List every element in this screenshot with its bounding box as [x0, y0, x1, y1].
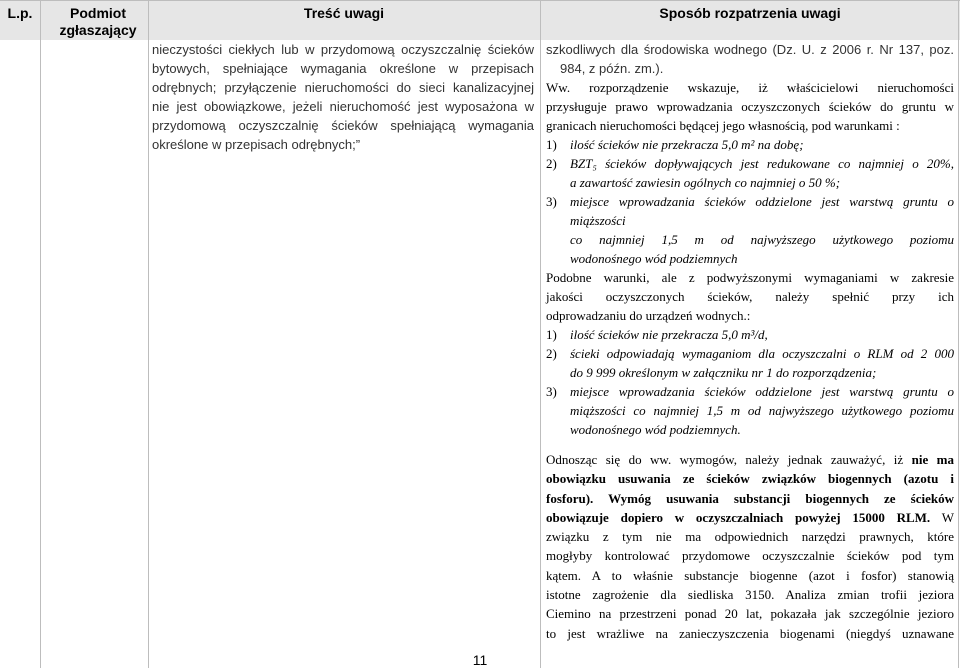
paragraph-line: to jest wrażliwe na zanieczyszczenia biogenami (niegdyś uznawane	[546, 625, 954, 641]
list-text: wodonośnego wód podziemnych.	[570, 422, 741, 437]
paragraph-line: przysługuje prawo wprowadzania oczyszczonych ścieków do gruntu w	[546, 99, 954, 114]
list-text: miejsce wprowadzania ścieków oddzielone jest warstwą gruntu o	[570, 194, 954, 209]
column-divider	[40, 0, 41, 668]
list-number: 2)	[546, 156, 557, 171]
list-text: BZT₅ ścieków dopływających jest redukowane co najmniej o 20%,	[570, 156, 954, 171]
tresc-line: przydomową oczyszczalnię ścieków spełniającą wymagania	[152, 118, 534, 133]
column-divider	[958, 0, 959, 668]
list-text: do 9 999 określonym w załączniku nr 1 do rozporządzenia;	[570, 365, 877, 380]
paragraph-line: Ww. rozporządzenie wskazuje, iż właścicielowi nieruchomości	[546, 80, 954, 95]
paragraph-line: mogłyby kontrolować przydomowe oczyszczalnie ścieków pod tym	[546, 548, 954, 564]
list-text: ilość ścieków nie przekracza 5,0 m² na dobę;	[570, 137, 804, 152]
list-text: miejsce wprowadzania ścieków oddzielone jest warstwą gruntu o	[570, 384, 954, 399]
paragraph-line: obowiązku usuwania ze ścieków związków biogennych (azotu i	[546, 471, 954, 487]
list-number: 3)	[546, 194, 557, 209]
list-number: 1)	[546, 137, 557, 152]
list-item	[546, 344, 954, 382]
paragraph-line: Podobne warunki, ale z podwyższonymi wymaganiami w zakresie	[546, 270, 954, 285]
paragraph-line: Ciemino na przestrzeni ponad 20 lat, pokazała jak szczególnie jezioro	[546, 606, 954, 622]
paragraph-line: odprowadzaniu do urządzeń wodnych.:	[546, 308, 751, 323]
list-number: 3)	[546, 384, 557, 399]
paragraph-line: obowiązuje dopiero w oczyszczalniach powyżej 15000 RLM. W	[546, 509, 954, 525]
list-text: miąższości co najmniej 1,5 m od najwyższego użytkowego poziomu	[570, 403, 954, 418]
paragraph-line: kątem. A to właśnie substancje biogenne (azot i fosfor) stanowią	[546, 567, 954, 583]
list-item	[546, 135, 954, 154]
tresc-line: nie jest obowiązkowe, jeżeli nieruchomość jest wyposażona w	[152, 99, 534, 114]
list-number: 1)	[546, 327, 557, 342]
tresc-uwagi-cell	[152, 40, 534, 154]
list-text: a zawartość zawiesin ogólnych co najmniej o 50 %;	[570, 175, 841, 190]
paragraph-line: Odnosząc się do ww. wymogów, należy jednak zauważyć, iż nie ma	[546, 452, 954, 467]
list-text: ścieki odpowiadają wymaganiom dla oczyszczalni o RLM od 2 000	[570, 346, 954, 361]
header-podmiot: Podmiot zgłaszający	[59, 5, 137, 38]
tresc-line: nieczystości ciekłych lub w przydomową oczyszczalnię ścieków	[152, 42, 534, 57]
tresc-line: bytowych, spełniające wymagania określone w przepisach	[152, 61, 534, 76]
list-text: wodonośnego wód podziemnych	[570, 251, 738, 266]
list-number: 2)	[546, 346, 557, 361]
list-item	[546, 325, 954, 344]
column-divider	[148, 0, 149, 668]
header-sposob: Sposób rozpatrzenia uwagi	[659, 5, 841, 21]
column-divider	[540, 0, 541, 668]
header-tresc: Treść uwagi	[303, 5, 385, 21]
header-lp: L.p.	[7, 5, 33, 21]
sposob-rozpatrzenia-cell	[546, 40, 954, 439]
paragraph-line: istotne zagrożenie dla siedliska 3150. Analiza zmian trofii jeziora	[546, 587, 954, 603]
tresc-line: odrębnych; przyłączenie nieruchomości do sieci kanalizacyjnej	[152, 80, 534, 95]
paragraph-line: granicach nieruchomości będącej jego własnością, pod warunkami :	[546, 118, 900, 133]
comment-paragraph	[546, 450, 954, 643]
list-text: miąższości	[570, 213, 626, 228]
table-header	[0, 0, 960, 40]
list-text: co najmniej 1,5 m od najwyższego użytkowego poziomu	[570, 232, 954, 247]
page-number: 11	[472, 652, 488, 668]
paragraph-line: jakości oczyszczonych ścieków, należy spełnić przy ich	[546, 289, 954, 304]
intro-line: szkodliwych dla środowiska wodnego (Dz. U. z 2006 r. Nr 137, poz.	[546, 42, 954, 57]
paragraph-line: związku z tym nie ma odpowiednich narzędzi prawnych, które	[546, 529, 954, 545]
tresc-line: określone w przepisach odrębnych;”	[152, 137, 361, 152]
list-item	[546, 154, 954, 192]
list-item	[546, 382, 954, 439]
paragraph-line: fosforu). Wymóg usuwania substancji biogennych ze ścieków	[546, 490, 954, 506]
intro-line: 984, z późn. zm.).	[560, 61, 664, 76]
list-item	[546, 192, 954, 268]
list-text: ilość ścieków nie przekracza 5,0 m³/d,	[570, 327, 768, 342]
